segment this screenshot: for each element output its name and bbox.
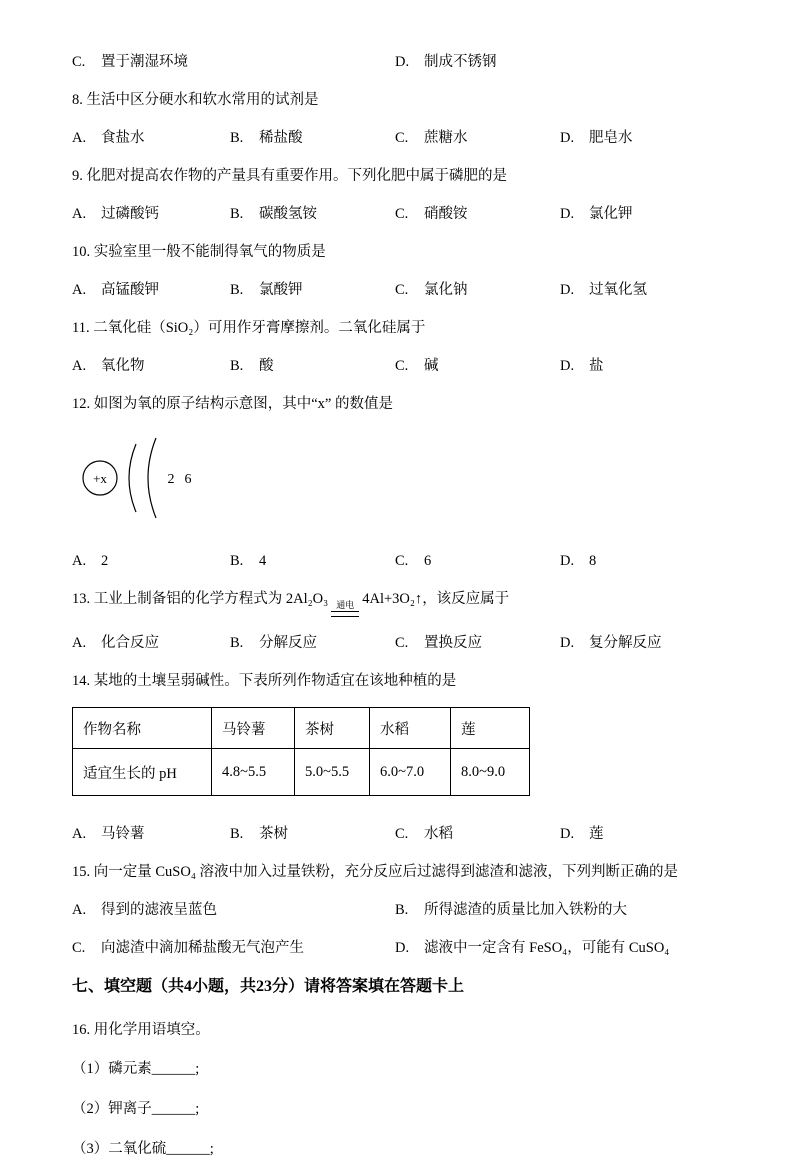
question-stem: 9. 化肥对提高农作物的产量具有重要作用。下列化肥中属于磷肥的是 [72,168,507,184]
question-stem: 11. 二氧化硅（SiO₂）可用作牙膏摩擦剂。二氧化硅属于 [72,320,426,336]
option [72,936,395,960]
option-label: A. [72,282,87,298]
option [230,126,395,150]
option-label: B. [395,902,409,918]
table-cell: 5.0~5.5 [295,749,370,796]
option-text: 盐 [589,358,604,374]
option [560,126,723,150]
option-label: C. [395,826,409,842]
option-text: 分解反应 [259,635,317,651]
option [72,549,230,573]
option-text: 滤液中一定含有 FeSO₄，可能有 CuSO₄ [424,940,670,956]
table-cell: 作物名称 [73,708,212,749]
electron-shell-arc [148,438,156,518]
option-text: 过氧化氢 [589,282,647,298]
option-text: 复分解反应 [589,635,662,651]
option [230,354,395,378]
option [395,202,560,226]
question-stem: 14. 某地的土壤呈弱碱性。下表所列作物适宜在该地种植的是 [72,673,457,689]
option-label: D. [560,206,575,222]
option [72,822,230,846]
condition-label: 通电 [336,600,355,610]
nucleus-charge-label: +x [93,471,107,486]
option [72,126,230,150]
option [230,549,395,573]
option-text: 马铃薯 [101,826,145,842]
q10-options-row [72,278,723,302]
option-text: 氧化物 [101,358,145,374]
option [395,936,723,960]
question-stem: 15. 向一定量 CuSO₄ 溶液中加入过量铁粉，充分反应后过滤得到滤渣和滤液，下列判断正确的是 [72,864,679,880]
option [560,202,723,226]
option [395,898,723,922]
option [230,822,395,846]
option-text: 2 [101,553,109,569]
q12-options-row [72,549,723,573]
option-label: B. [230,635,244,651]
option-text: 碱 [424,358,439,374]
option [230,631,395,655]
option-label: D. [395,54,410,70]
option-label: C. [72,54,86,70]
formula-right: 4Al+3O₂↑ [362,591,423,607]
fill-blank-item: （1）磷元素______; [72,1061,200,1077]
option-label: A. [72,130,87,146]
option-text: 硝酸铵 [424,206,468,222]
option [560,549,723,573]
option [72,354,230,378]
option [395,549,560,573]
option-label: A. [72,826,87,842]
option-label: B. [230,206,244,222]
section-title: 七、填空题（共4小题，共23分）请将答案填在答题卡上 [72,978,465,995]
option [560,822,723,846]
option-text: 置换反应 [424,635,482,651]
option-label: B. [230,130,244,146]
q15-options-row-1 [72,898,723,922]
table-cell: 8.0~9.0 [451,749,530,796]
table-cell: 6.0~7.0 [370,749,451,796]
option-label: D. [560,130,575,146]
option [560,354,723,378]
option-label: B. [230,358,244,374]
q8-options-row [72,126,723,150]
fill-blank-item: （2）钾离子______; [72,1101,200,1117]
option-text: 氯化钠 [424,282,468,298]
option-label: C. [395,130,409,146]
option-text: 莲 [589,826,604,842]
table-cell: 适宜生长的 pH [73,749,212,796]
option-text: 过磷酸钙 [101,206,159,222]
option-text: 得到的滤液呈蓝色 [101,902,217,918]
q9-options-row [72,202,723,226]
option-label: D. [560,826,575,842]
option [560,278,723,302]
option [72,50,395,74]
option-text: 茶树 [259,826,288,842]
option [72,631,230,655]
stem-suffix: ，该反应属于 [422,591,510,607]
option-text: 高锰酸钾 [101,282,159,298]
option-label: C. [72,940,86,956]
option-text: 碳酸氢铵 [259,206,317,222]
option-label: D. [560,282,575,298]
table-cell: 莲 [451,708,530,749]
q13-options-row [72,631,723,655]
option-label: A. [72,635,87,651]
option-label: C. [395,635,409,651]
option-label: B. [230,282,244,298]
option-label: B. [230,826,244,842]
option [395,354,560,378]
table-row [73,749,530,796]
option-text: 氯酸钾 [259,282,303,298]
option-text: 所得滤渣的质量比加入铁粉的大 [424,902,627,918]
stem-prefix: 13. 工业上制备铝的化学方程式为 2Al₂O₃ [72,591,329,607]
option [230,278,395,302]
option-label: C. [395,553,409,569]
option-text: 食盐水 [101,130,145,146]
crops-ph-table [72,707,530,796]
table-row [73,708,530,749]
table-cell: 马铃薯 [212,708,295,749]
option [395,50,723,74]
option [72,898,395,922]
option [72,202,230,226]
question-stem: 8. 生活中区分硬水和软水常用的试剂是 [72,92,319,108]
option-text: 肥皂水 [589,130,633,146]
option-text: 稀盐酸 [259,130,303,146]
option-text: 置于潮湿环境 [101,54,188,70]
option-text: 制成不锈钢 [424,54,497,70]
option-label: A. [72,206,87,222]
option-label: C. [395,358,409,374]
electron-shell-arc [129,444,136,512]
question-stem: 16. 用化学用语填空。 [72,1022,210,1038]
shell-electron-count: 2 [167,472,175,487]
fill-blank-item: （3）二氧化硫______; [72,1141,214,1157]
option-label: A. [72,902,87,918]
reaction-condition-equals [331,600,359,617]
q11-options-row [72,354,723,378]
option-label: B. [230,553,244,569]
q7-options-row [72,50,723,74]
option-label: D. [560,553,575,569]
option-text: 水稻 [424,826,453,842]
question-stem: 12. 如图为氧的原子结构示意图，其中“x” 的数值是 [72,396,393,412]
q15-options-row-2 [72,936,723,960]
option-text: 蔗糖水 [424,130,468,146]
table-cell: 茶树 [295,708,370,749]
option-label: A. [72,358,87,374]
q14-options-row [72,822,723,846]
double-line-equals [331,611,359,617]
option [72,278,230,302]
option-text: 化合反应 [101,635,159,651]
option-text: 氯化钾 [589,206,633,222]
table-cell: 水稻 [370,708,451,749]
option [395,278,560,302]
atom-structure-diagram [74,430,723,531]
option-label: D. [395,940,410,956]
shell-electron-count: 6 [184,472,192,487]
question-stem: 10. 实验室里一般不能制得氧气的物质是 [72,244,326,260]
option [230,202,395,226]
option-label: D. [560,635,575,651]
table-cell: 4.8~5.5 [212,749,295,796]
option [560,631,723,655]
option-label: D. [560,358,575,374]
option-label: C. [395,282,409,298]
option-text: 6 [424,553,432,569]
option-label: A. [72,553,87,569]
option-label: C. [395,206,409,222]
option [395,631,560,655]
option-text: 酸 [259,358,274,374]
option-text: 8 [589,553,597,569]
option [395,822,560,846]
atom-structure-svg [74,430,224,526]
option-text: 4 [259,553,267,569]
question-stem [72,587,723,617]
option [395,126,560,150]
option-text: 向滤渣中滴加稀盐酸无气泡产生 [101,940,304,956]
